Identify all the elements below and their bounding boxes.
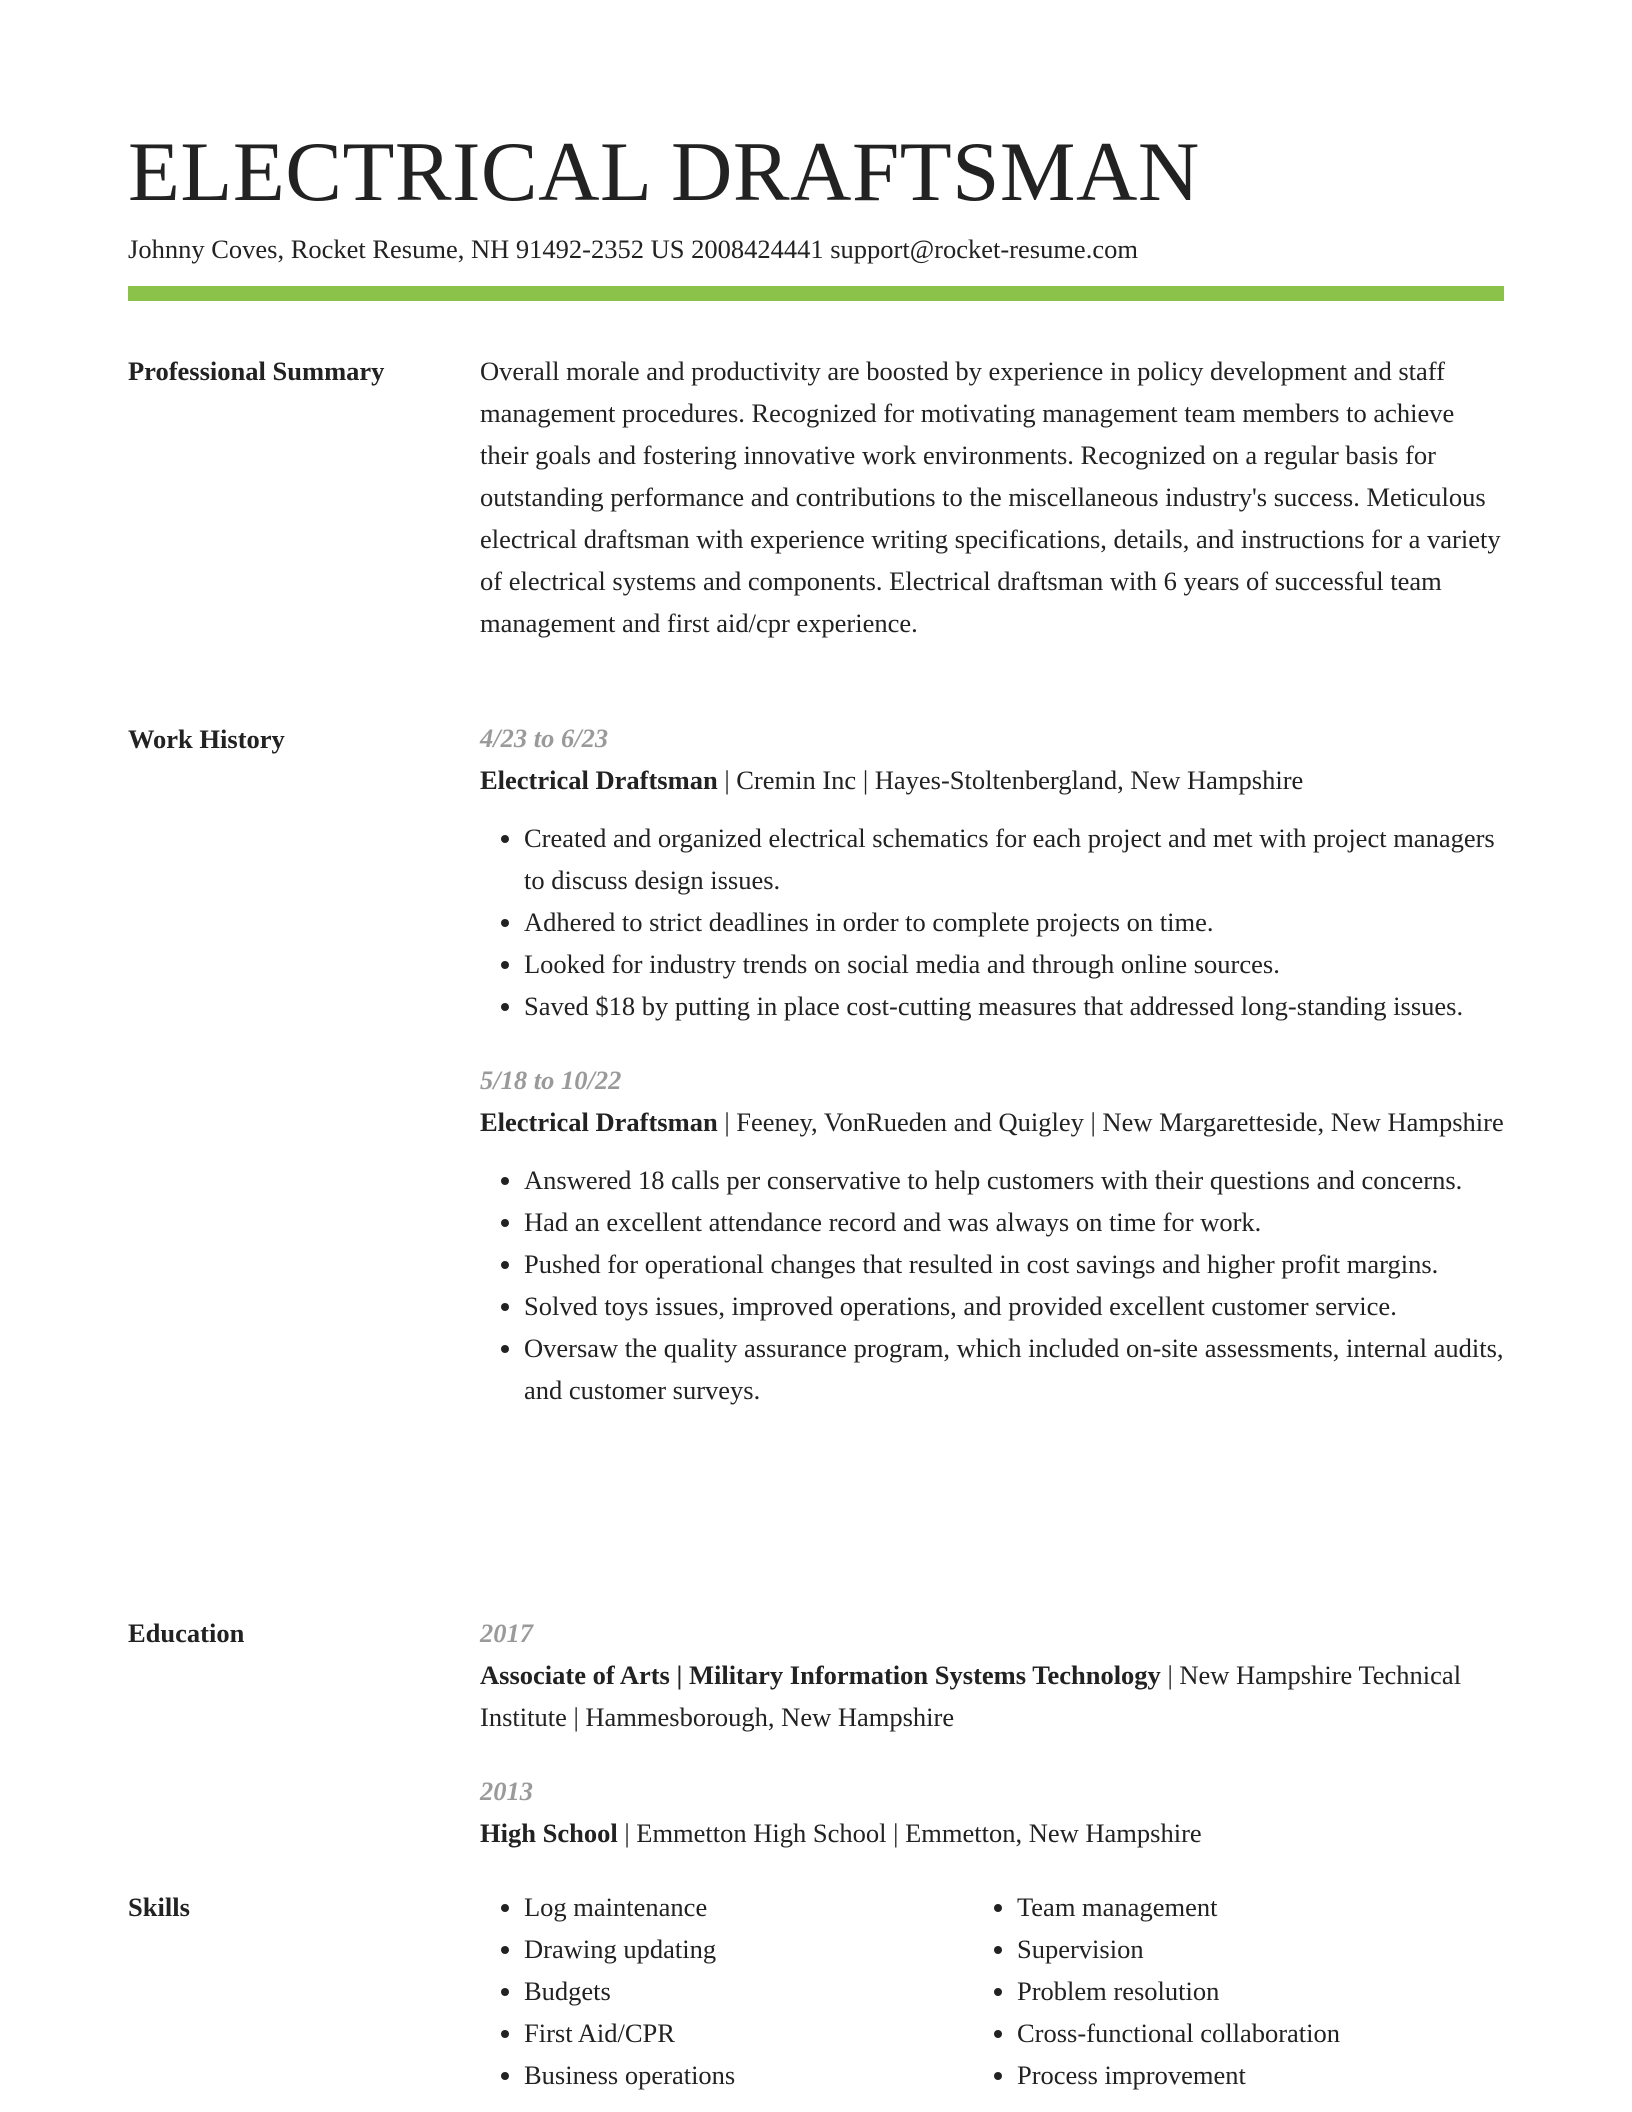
job-bullet: • Adhered to strict deadlines in order to complete projects on time. [524, 901, 1506, 943]
skill-item: • Drawing updating [524, 1928, 973, 1970]
skill-item: • Team management [1017, 1886, 1506, 1928]
education-degree: Associate of Arts | Military Information Systems Technology [480, 1660, 1161, 1690]
job-bullet: • Saved $18 by putting in place cost-cutting measures that addressed long-standing issues. [524, 985, 1506, 1027]
summary-label: Professional Summary [128, 356, 385, 386]
skill-item: • Business operations [524, 2054, 973, 2096]
skill-item: • Problem resolution [1017, 1970, 1506, 2012]
skill-item: • Log maintenance [524, 1886, 973, 1928]
job-dates: 4/23 to 6/23 [480, 723, 609, 753]
skills-label: Skills [128, 1892, 190, 1922]
education-section [480, 1612, 1506, 1854]
skills-columns [480, 1886, 1506, 2096]
skill-item: • Budgets [524, 1970, 973, 2012]
contact-line: Johnny Coves, Rocket Resume, NH 91492-2352 US 2008424441 support@rocket-resume.com [128, 234, 1138, 264]
job-bullet: • Solved toys issues, improved operations, and provided excellent customer service. [524, 1285, 1506, 1327]
job-heading [480, 1101, 1506, 1143]
education-details: | Emmetton High School | Emmetton, New Hampshire [617, 1818, 1202, 1848]
skills-section [480, 1886, 1506, 2096]
education-label: Education [128, 1618, 245, 1648]
education-entry [480, 1612, 1506, 1738]
education-entry [480, 1770, 1506, 1854]
skills-list-left [480, 1886, 973, 2096]
job-bullet: • Answered 18 calls per conservative to help customers with their questions and concerns. [524, 1159, 1506, 1201]
job-bullet: • Looked for industry trends on social media and through online sources. [524, 943, 1506, 985]
resume-title: ELECTRICAL DRAFTSMAN [128, 125, 1200, 219]
education-year: 2017 [480, 1618, 533, 1648]
job-bullet: • Created and organized electrical schematics for each project and met with project managers to discuss design issues. [524, 817, 1506, 901]
skills-list-right [973, 1886, 1506, 2096]
job-title: Electrical Draftsman [480, 765, 718, 795]
education-heading [480, 1654, 1506, 1738]
job-bullet: • Pushed for operational changes that resulted in cost savings and higher profit margins. [524, 1243, 1506, 1285]
header-divider [128, 286, 1504, 301]
job-bullet: • Oversaw the quality assurance program, which included on-site assessments, internal audits, and customer surveys. [524, 1327, 1506, 1411]
skill-item: • First Aid/CPR [524, 2012, 973, 2054]
job-entry [480, 1059, 1506, 1411]
job-details: | Cremin Inc | Hayes-Stoltenbergland, New Hampshire [717, 765, 1304, 795]
education-heading [480, 1812, 1506, 1854]
skill-item: • Supervision [1017, 1928, 1506, 1970]
skill-item: • Cross-functional collaboration [1017, 2012, 1506, 2054]
job-bullet: • Had an excellent attendance record and was always on time for work. [524, 1201, 1506, 1243]
job-title: Electrical Draftsman [480, 1107, 718, 1137]
work-history-section [480, 717, 1506, 1411]
summary-section [480, 350, 1506, 644]
education-degree: High School [480, 1818, 618, 1848]
job-bullets [480, 1159, 1506, 1411]
job-details: | Feeney, VonRueden and Quigley | New Margaretteside, New Hampshire [717, 1107, 1504, 1137]
job-heading [480, 759, 1506, 801]
job-bullets [480, 817, 1506, 1027]
job-entry [480, 717, 1506, 1027]
job-dates: 5/18 to 10/22 [480, 1065, 622, 1095]
education-details: | New Hampshire Technical Institute | Hammesborough, New Hampshire [480, 1660, 1462, 1732]
skill-item: • Process improvement [1017, 2054, 1506, 2096]
summary-text: Overall morale and productivity are boosted by experience in policy development and staff management procedures. Recognized for motivating management team members to achieve their goals and fostering innovative work environments. Recognized on a regular basis for outstanding performance and contributions to the miscellaneous industry's success. Meticulous electrical draftsman with experience writing specifications, details, and instructions for a variety of electrical systems and components. Electrical draftsman with 6 years of successful team management and first aid/cpr experience. [480, 356, 1501, 638]
education-year: 2013 [480, 1776, 533, 1806]
work-history-label: Work History [128, 724, 285, 754]
